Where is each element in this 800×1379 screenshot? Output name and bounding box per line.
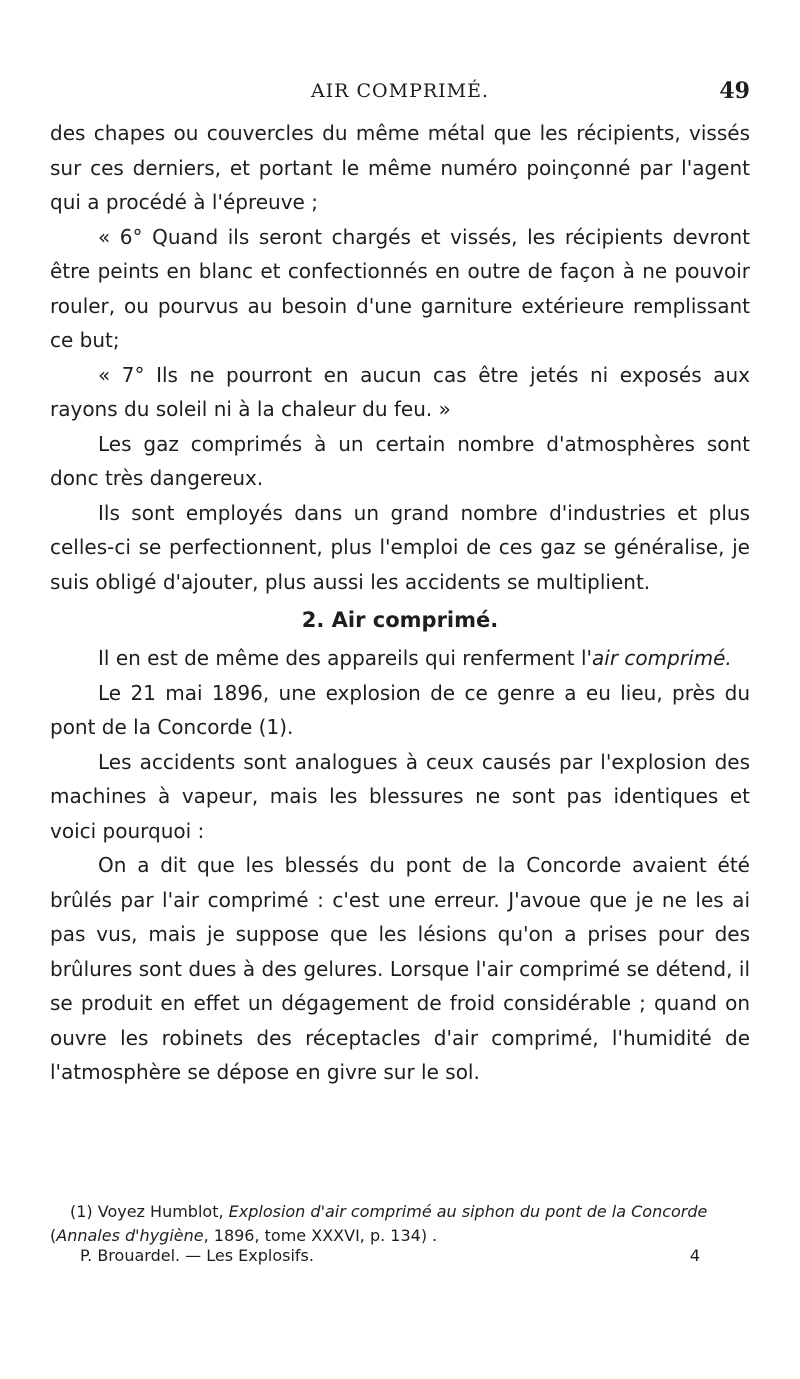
paragraph-5: Ils sont employés dans un grand nombre d'industries et plus celles-ci se perfectionnent, plus l'emploi de ces gaz se généralise, je suis obligé d'ajouter, plus aussi les accidents se multiplient. — [50, 500, 750, 594]
paragraph-8: Les accidents sont analogues à ceux causés par l'explosion des machines à vapeur, mais les blessures ne sont pas identiques et voici pourquoi : — [50, 749, 750, 843]
footnote-1 — [50, 1200, 750, 1248]
paragraph-6-emphasis: air comprimé. — [592, 646, 732, 670]
printer-signature: P. Brouardel. — Les Explosifs. — [80, 1246, 314, 1265]
paragraph-6-text: Il en est de même des appareils qui renferment l' — [98, 646, 593, 670]
paragraph-9: On a dit que les blessés du pont de la Concorde avaient été brûlés par l'air comprimé : c'est une erreur. J'avoue que je ne les ai pas vus, mais je suppose que les lésions qu'on a prises pour des brûlures sont dues à des gelures. Lorsque l'air comprimé se détend, il se produit en effet un dégagement de froid considérable ; quand on ouvre les robinets des réceptacles d'air comprimé, l'humidité de l'atmosphère se dépose en givre sur le sol. — [50, 853, 750, 1084]
footnote-end: , 1896, tome XXXVI, p. 134) . — [203, 1226, 438, 1245]
running-title: AIR COMPRIMÉ. — [310, 80, 490, 102]
paragraph-1: des chapes ou couvercles du même métal que les récipients, vissés sur ces derniers, et portant le même numéro poinçonné par l'agent qui a procédé à l'épreuve ; — [50, 121, 750, 214]
paragraph-4: Les gaz comprimés à un certain nombre d'atmosphères sont donc très dangereux. — [50, 431, 750, 490]
footnote-mid: ( — [50, 1226, 57, 1245]
sheet-number: 4 — [689, 1246, 700, 1265]
running-head — [50, 80, 750, 110]
footnote — [50, 1200, 750, 1248]
page-number: 49 — [719, 78, 750, 104]
footnote-title: Explosion d'air comprimé au siphon du pont de la Concorde — [228, 1202, 708, 1221]
paragraph-2: « 6° Quand ils seront chargés et vissés, les récipients devront être peints en blanc et confectionnés en outre de façon à ne pouvoir rouler, ou pourvus au besoin d'une garniture extérieure remplissant ce but; — [50, 224, 750, 352]
section-heading: 2. Air comprimé. — [301, 608, 499, 632]
footnote-journal: Annales d'hygiène — [56, 1226, 204, 1245]
paragraph-3: « 7° Ils ne pourront en aucun cas être jetés ni exposés aux rayons du soleil ni à la chaleur du feu. » — [50, 362, 750, 421]
paragraph-6 — [50, 641, 750, 676]
footnote-marker: (1) Voyez Humblot, — [70, 1202, 229, 1221]
paragraph-7: Le 21 mai 1896, une explosion de ce genre a eu lieu, près du pont de la Concorde (1). — [50, 680, 750, 739]
body-text — [50, 116, 750, 1090]
